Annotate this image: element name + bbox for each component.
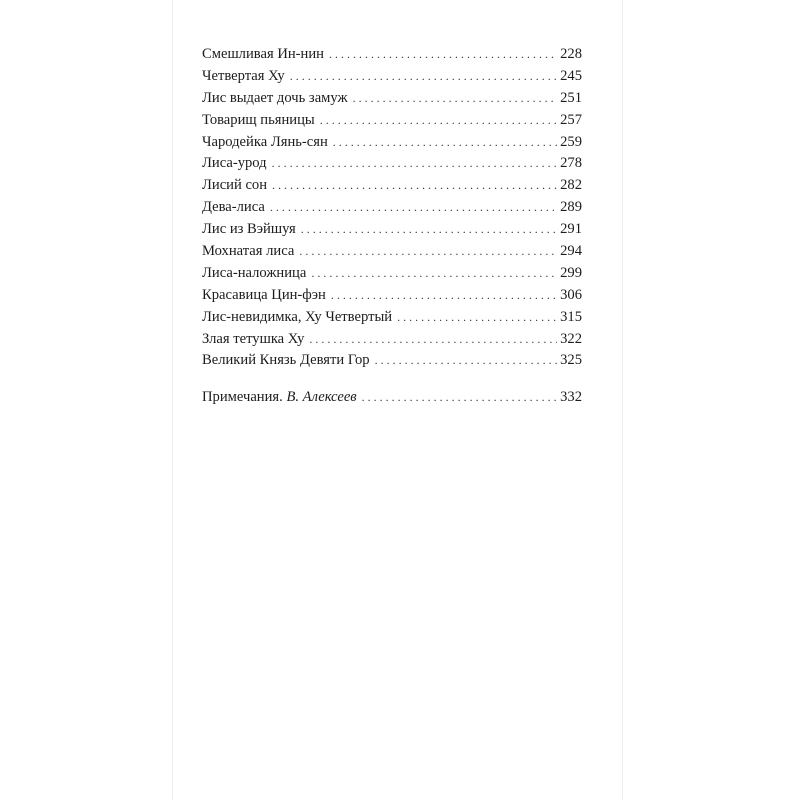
- toc-entry: [202, 132, 582, 154]
- toc-entry-page: 294: [560, 243, 582, 260]
- toc-entry-title: Чародейка Лянь-сян: [202, 133, 328, 150]
- toc-leader-dots: [362, 387, 557, 409]
- toc-entry-page: 291: [560, 221, 582, 238]
- toc-entry-page: 251: [560, 89, 582, 106]
- toc-entry-title: Лисий сон: [202, 177, 268, 194]
- toc-leader-dots: [270, 197, 557, 219]
- toc-entry: [202, 241, 582, 263]
- toc-entry-page: 325: [560, 352, 582, 369]
- toc-leader-dots: [333, 132, 557, 154]
- toc-entry: [202, 307, 582, 329]
- toc-entry-title: Смешливая Ин-нин: [202, 46, 324, 62]
- toc-entry-page: 245: [560, 67, 582, 84]
- toc-entry-title: Лиса-урод: [202, 155, 267, 172]
- toc-entry: [202, 219, 582, 241]
- toc-entry: [202, 110, 582, 132]
- toc-entry-title: Злая тетушка Ху: [202, 330, 305, 347]
- toc-entry: [202, 263, 582, 285]
- toc-entry-page: 299: [560, 264, 582, 281]
- toc-entry-title: Лис выдает дочь замуж: [202, 89, 348, 106]
- toc-entry: [202, 153, 582, 175]
- toc-entry: [202, 285, 582, 307]
- toc-entry-page: 282: [560, 177, 582, 194]
- toc-entry-page: 315: [560, 308, 582, 325]
- notes-author: В. Алексеев: [286, 389, 357, 406]
- toc-entry-title: Дева-лиса: [202, 199, 265, 216]
- toc-entry: [202, 88, 582, 110]
- toc-leader-dots: [331, 285, 557, 307]
- toc-entry-page: 289: [560, 199, 582, 216]
- toc-entry: [202, 175, 582, 197]
- table-of-contents: [202, 44, 582, 409]
- toc-entry-page: 259: [560, 133, 582, 150]
- toc-entry-page: 306: [560, 286, 582, 303]
- toc-entry-title: Лис из Вэйшуя: [202, 221, 296, 238]
- toc-entry-title: Красавица Цин-фэн: [202, 286, 326, 303]
- toc-leader-dots: [375, 350, 558, 372]
- notes-label: Примечания.: [202, 389, 283, 406]
- toc-entry-title: Лиса-наложница: [202, 264, 307, 281]
- toc-entry: [202, 350, 582, 372]
- toc-notes-page: 332: [560, 389, 582, 406]
- toc-leader-dots: [397, 307, 557, 329]
- toc-leader-dots: [309, 329, 557, 351]
- toc-leader-dots: [299, 241, 557, 263]
- toc-leader-dots: [301, 219, 557, 241]
- toc-entry-title: Товарищ пьяницы: [202, 111, 315, 128]
- toc-entry: [202, 197, 582, 219]
- toc-entry-notes: [202, 387, 582, 409]
- toc-entry-title: Мохнатая лиса: [202, 243, 295, 260]
- toc-entry-title: Великий Князь Девяти Гор: [202, 352, 370, 369]
- toc-entry-title: Четвертая Ху: [202, 67, 285, 84]
- toc-leader-dots: [272, 175, 557, 197]
- toc-entry-page: 257: [560, 111, 582, 128]
- toc-leader-dots: [311, 263, 557, 285]
- toc-entry-page: 322: [560, 330, 582, 347]
- toc-entry: [202, 329, 582, 351]
- toc-entry-page: 228: [560, 46, 582, 62]
- toc-leader-dots: [329, 44, 557, 66]
- toc-entry-page: 278: [560, 155, 582, 172]
- toc-entry-title: Лис-невидимка, Ху Четвертый: [202, 308, 393, 325]
- toc-notes-title: [202, 387, 362, 409]
- toc-leader-dots: [353, 88, 558, 110]
- toc-leader-dots: [290, 66, 557, 88]
- toc-entry: [202, 44, 582, 66]
- toc-entry: [202, 66, 582, 88]
- toc-leader-dots: [320, 110, 557, 132]
- toc-leader-dots: [272, 153, 558, 175]
